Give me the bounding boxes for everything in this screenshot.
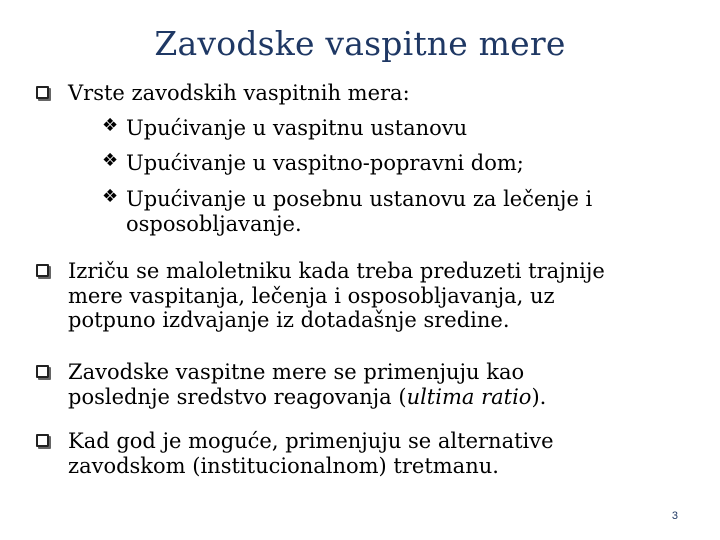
checkbox-square-icon — [36, 434, 49, 447]
checkbox-square-icon — [36, 365, 49, 378]
checkbox-square-icon — [36, 86, 49, 99]
bullet-text: Zavodske vaspitne mere se primenjuju kao poslednje sredstvo reagovanja (ultima ratio). — [68, 360, 547, 409]
diamond-flourish-icon: ❖ — [102, 115, 119, 136]
diamond-flourish-icon: ❖ — [102, 186, 119, 207]
slide-title: Zavodske vaspitne mere — [154, 24, 566, 63]
bullet-text: Izriču se maloletniku kada treba preduzeti trajnije mere vaspitanja, lečenja i osposobljavanja, uz potpuno izdvajanje iz dotadašnje sredine. — [68, 259, 605, 332]
bullet-text: Vrste zavodskih vaspitnih mera: — [68, 81, 410, 105]
sub-bullet-text: Upućivanje u posebnu ustanovu za lečenje i osposobljavanje. — [126, 187, 593, 236]
diamond-flourish-icon: ❖ — [102, 150, 119, 171]
italic-term: ultima ratio — [406, 384, 532, 409]
checkbox-square-icon — [36, 264, 49, 277]
page-number: 3 — [671, 510, 678, 522]
bullet-text: Kad god je moguće, primenjuju se alternative zavodskom (institucionalnom) tretmanu. — [68, 429, 554, 478]
sub-bullet-text: Upućivanje u vaspitno-popravni dom; — [126, 151, 524, 175]
sub-bullet-text: Upućivanje u vaspitnu ustanovu — [126, 116, 468, 140]
